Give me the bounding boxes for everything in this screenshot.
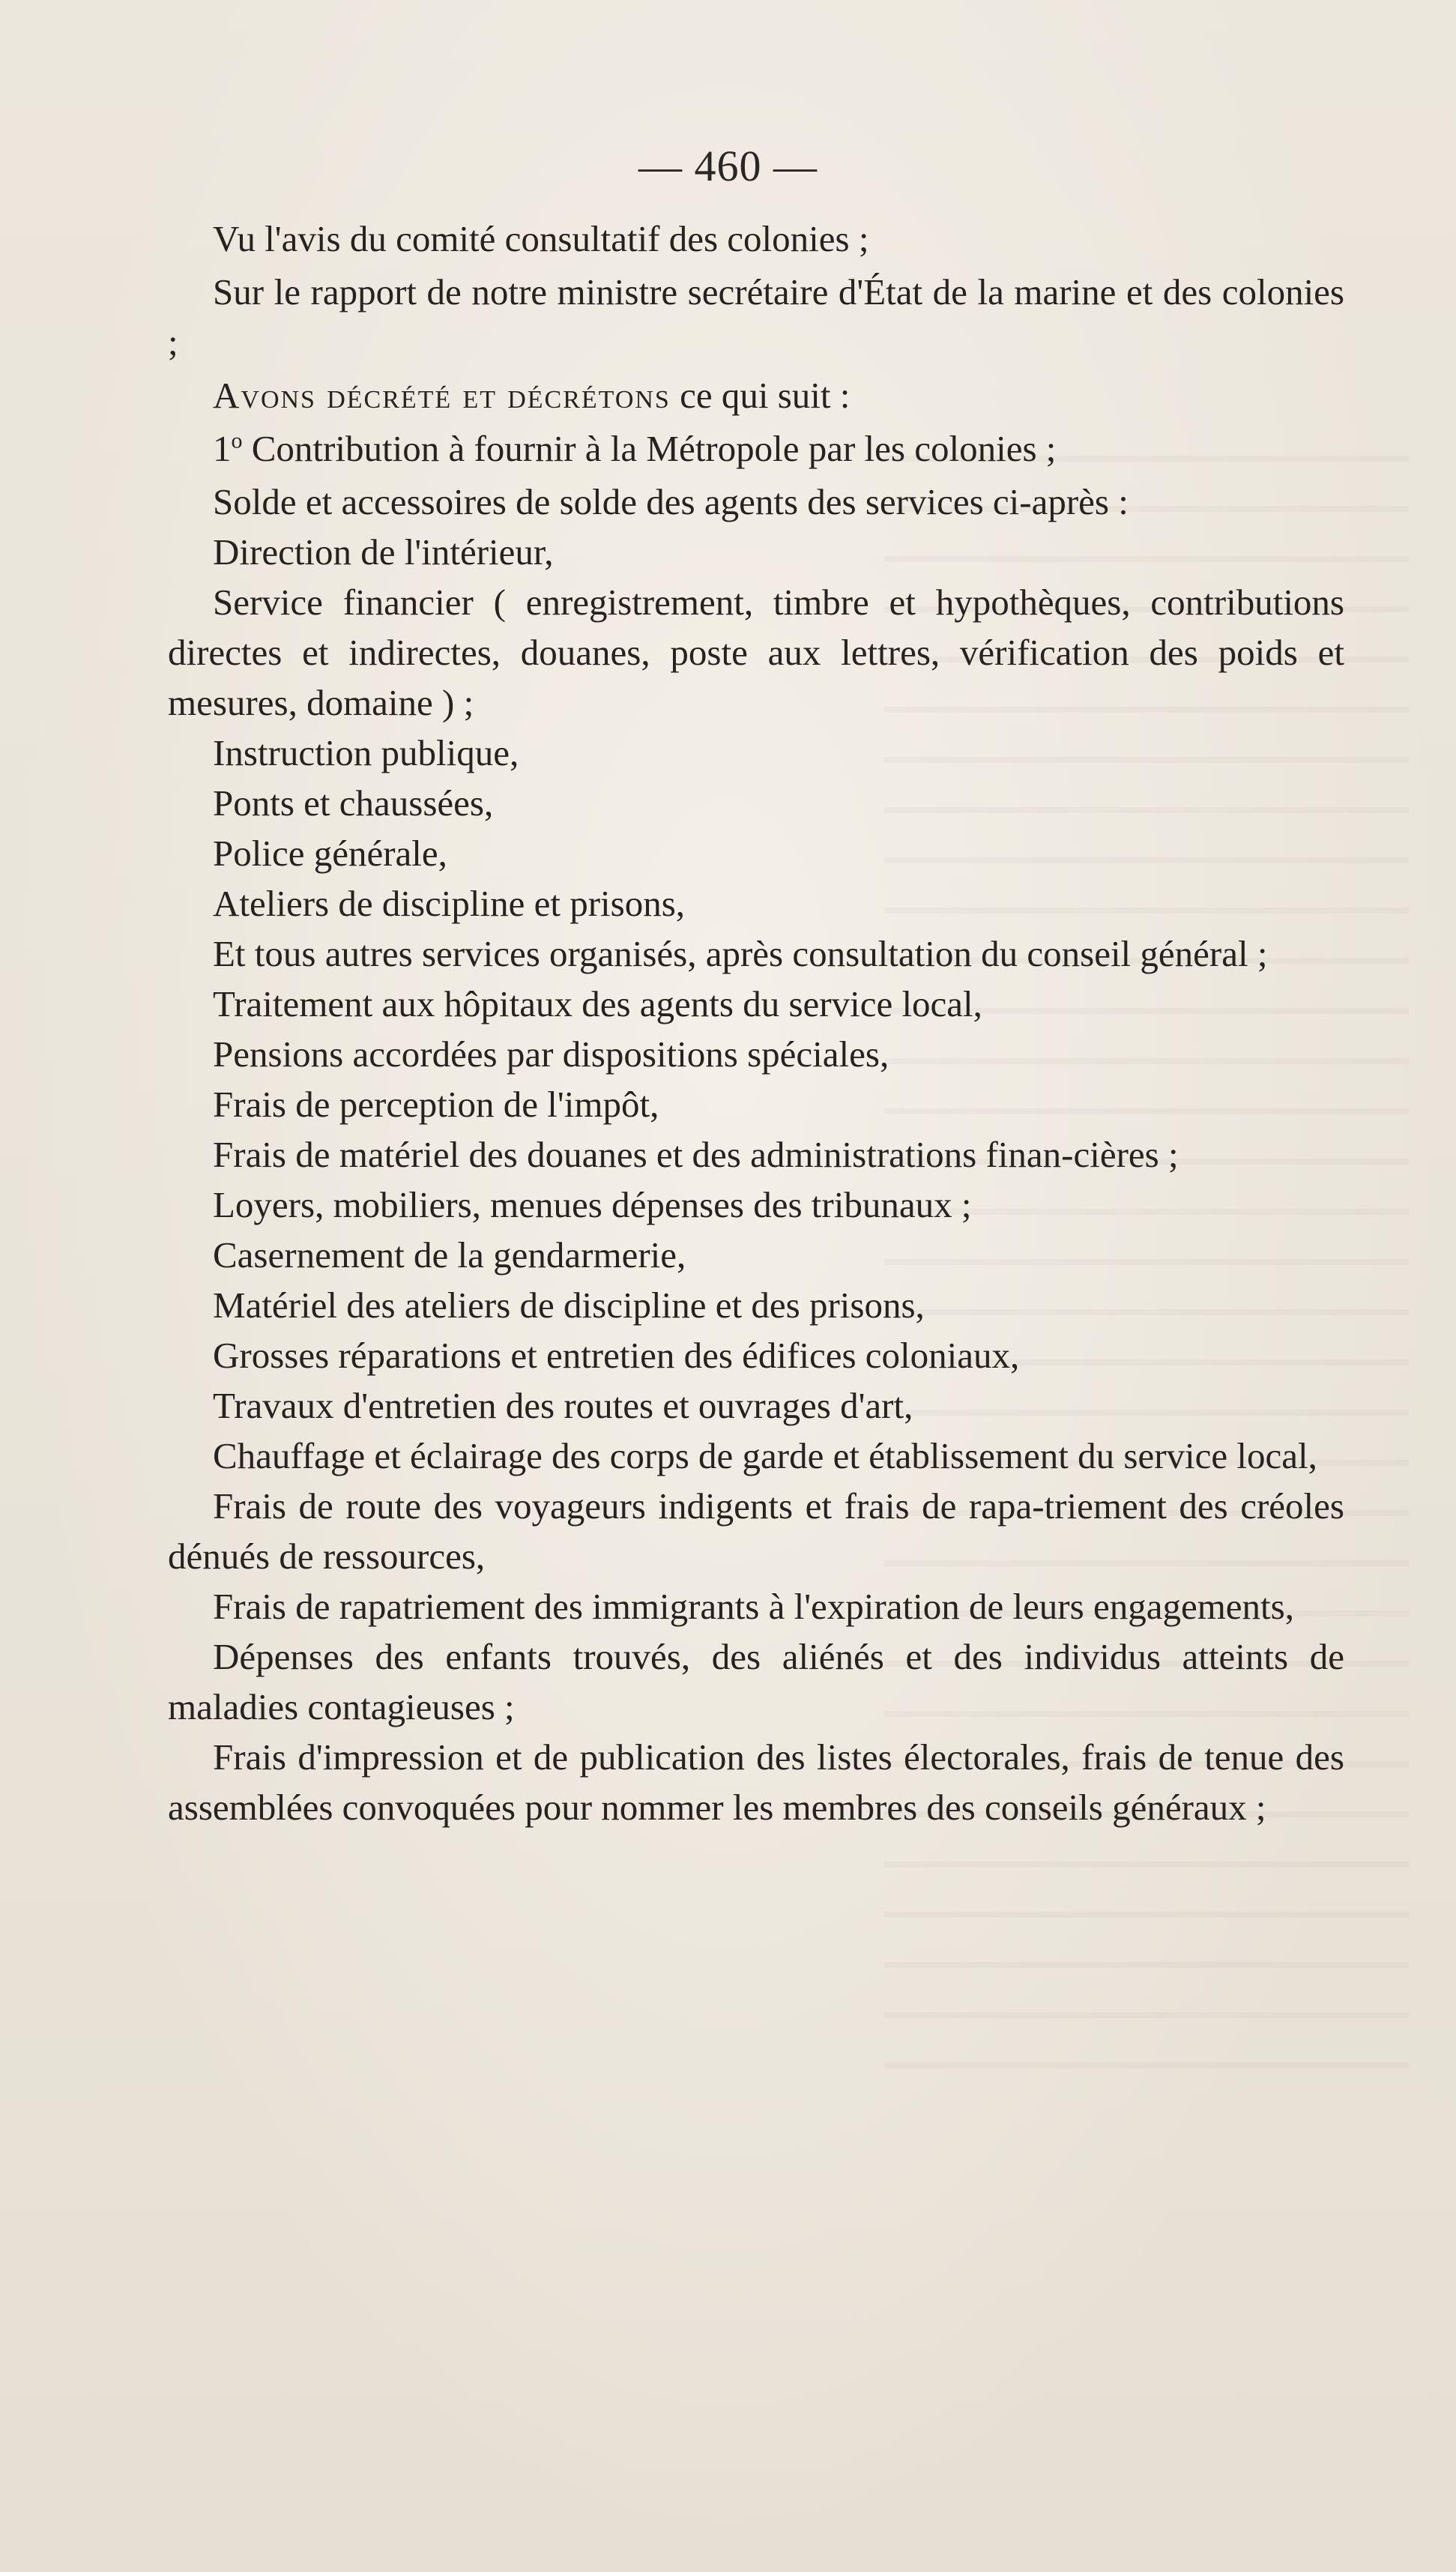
body-text <box>168 214 1344 1832</box>
paragraph: Sur le rapport de notre ministre secrétaire d'État de la marine et des colonies ; <box>168 271 1344 363</box>
list-item: Frais d'impression et de publication des listes électorales, frais de tenue des assemblées convoquées pour nommer les membres des conseils généraux ; <box>168 1736 1344 1828</box>
list-item: Ponts et chaussées, <box>213 782 494 824</box>
paragraph: Vu l'avis du comité consultatif des colonies ; <box>213 218 869 259</box>
decree-formula <box>168 370 1344 420</box>
list-item: Loyers, mobiliers, menues dépenses des tribunaux ; <box>213 1184 972 1225</box>
list-item: Frais de route des voyageurs indigents et frais de rapa-triement des créoles dénués de ressources, <box>168 1485 1344 1577</box>
list-item: Ateliers de discipline et prisons, <box>213 883 686 924</box>
list-item: Grosses réparations et entretien des édifices coloniaux, <box>213 1335 1020 1376</box>
list-item: Matériel des ateliers de discipline et des prisons, <box>213 1285 925 1326</box>
list-item: Service financier ( enregistrement, timbre et hypothèques, contributions directes et indirectes, douanes, poste aux lettres, vérification des poids et mesures, domaine ) ; <box>168 582 1344 723</box>
list-item: Traitement aux hôpitaux des agents du service local, <box>213 983 982 1024</box>
article-number: 1 <box>213 428 232 469</box>
list-item: Solde et accessoires de solde des agents des services ci-après : <box>213 481 1129 522</box>
list-item: Frais de perception de l'impôt, <box>213 1084 659 1125</box>
decree-formula-rest: ce qui suit : <box>670 375 851 416</box>
list-item: Et tous autres services organisés, après consultation du conseil général ; <box>213 933 1268 974</box>
article-1 <box>168 423 1344 474</box>
page-number: — 460 — <box>638 142 818 190</box>
list-item: Instruction publique, <box>213 732 519 773</box>
list-item: Police générale, <box>213 833 447 874</box>
list-item: Chauffage et éclairage des corps de garde et établissement du service local, <box>213 1435 1317 1476</box>
list-item: Frais de rapatriement des immigrants à l'expiration de leurs engagements, <box>213 1586 1294 1627</box>
decree-formula-lead: Avons décrété et décrétons <box>213 375 671 416</box>
list-item: Frais de matériel des douanes et des administrations finan-cières ; <box>213 1134 1179 1175</box>
list-item: Pensions accordées par dispositions spéciales, <box>213 1033 889 1075</box>
list-item: Dépenses des enfants trouvés, des aliénés et des individus atteints de maladies contagieuses ; <box>168 1636 1344 1727</box>
list-item: Direction de l'intérieur, <box>213 531 554 573</box>
article-number-superscript: o <box>231 428 243 453</box>
article-text: Contribution à fournir à la Métropole par les colonies ; <box>242 428 1057 469</box>
list-item: Travaux d'entretien des routes et ouvrages d'art, <box>213 1385 913 1426</box>
list-item: Casernement de la gendarmerie, <box>213 1234 686 1276</box>
